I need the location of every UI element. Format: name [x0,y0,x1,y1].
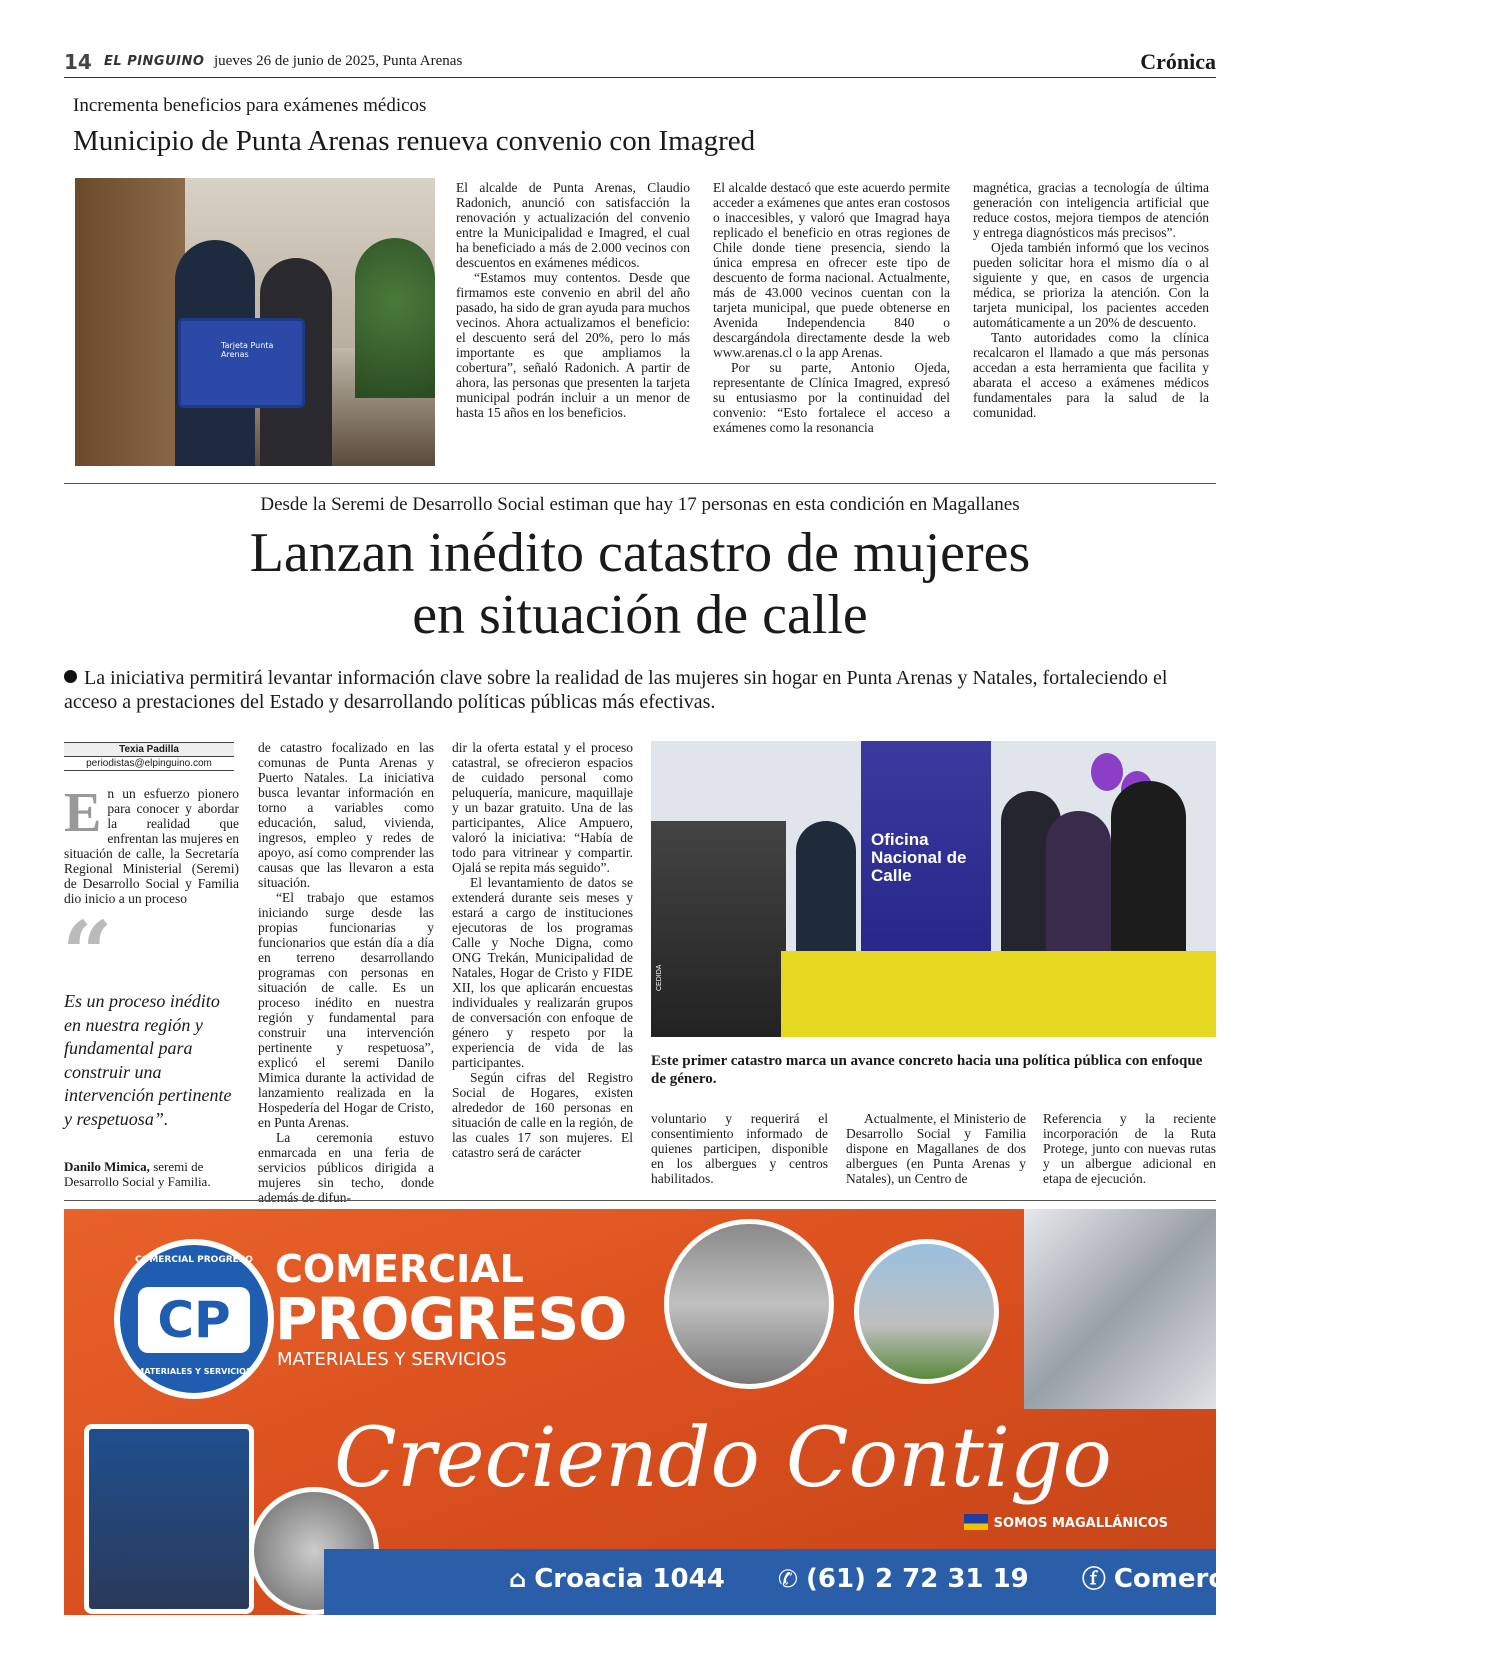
ad-house-frame-image [854,1239,999,1384]
article1-column-1 [456,180,690,420]
photo-balloon [1091,753,1123,791]
paragraph: de catastro focalizado en las comunas de Punta Arenas y Puerto Natales. La iniciativa busca levantar información en torno a variables como educación, salud, vivienda, ingresos, empleo y redes de apoyo, así como comprender las causas que las llevaron a esta situación. [258,740,434,890]
dropcap: E [64,782,102,844]
ad-somos [964,1514,1168,1531]
paragraph: voluntario y requerirá el consentimiento informado de quienes participen, disponible en los albergues y centros habilitados. [651,1111,828,1186]
article2-column-1 [64,782,239,906]
ad-roofing-sheets-image [664,1219,834,1389]
divider [64,483,1216,484]
photo-board-text: Tarjeta Punta Arenas [221,341,274,359]
lead-text: La iniciativa permitirá levantar información clave sobre la realidad de las mujeres sin hogar en Punta Arenas y Natales, fortaleciendo el acceso a prestaciones del Estado y desarrollando políticas públicas más efectivas. [64,667,1168,713]
photo-table [781,951,1216,1037]
paragraph: El alcalde de Punta Arenas, Claudio Radonich, anunció con satisfacción la renovación y actualización del convenio entre la Municipalidad e Imagred, el cual ha beneficiado a más de 2.000 vecinos con descuentos en exámenes médicos. [456,180,690,270]
ad-brand-line-1: COMERCIAL [275,1247,524,1291]
article1-column-3 [973,180,1209,420]
ad-warehouse-image [84,1424,254,1614]
pullquote: Es un proceso inédito en nuestra región y fundamental para construir una intervención pertinente y respetuosa”. [64,991,232,1129]
paragraph-text: n un esfuerzo pionero para conocer y abordar la realidad que enfrentan las mujeres en situación de calle, la Secretaría Regional Ministerial (Seremi) de Desarrollo Social y Familia dio inicio a un proceso [64,786,239,906]
article2-lead [64,666,1216,714]
ad-brand-line-2: PROGRESO [275,1285,627,1353]
paragraph: Tanto autoridades como la clínica recalcaron el llamado a que más personas accedan a esta herramienta que facilita y abarata el acceso a exámenes médicos fundamentales para la salud de la comunidad. [973,330,1209,420]
article2-kicker: Desde la Seremi de Desarrollo Social estiman que hay 17 personas en esta condición en Magallanes [260,494,1020,515]
logo-letters: CP [138,1287,250,1353]
ad-logo [114,1239,274,1399]
paragraph: Actualmente, el Ministerio de Desarrollo Social y Familia dispone en Magallanes de dos albergues (en Punta Arenas y Natales), un Centro de [846,1111,1026,1186]
address-text: Croacia 1044 [534,1564,725,1594]
logo-ring-top: COMERCIAL PROGRESO [135,1255,253,1265]
paragraph: El levantamiento de datos se extenderá durante seis meses y estará a cargo de instituciones ejecutoras de los programas Calle y Noche Digna, como ONG Trekán, Municipalidad de Natales, Hogar de Cristo y FIDE XII, los que aplicarán encuestas individuales y realizarán grupos de conversación con enfoque de género y respeto por la experiencia de vida de las participantes. [452,875,633,1070]
bullet-icon [64,670,77,683]
quote-icon: “ [62,901,113,1005]
byline-email: periodistas@elpinguino.com [64,757,234,771]
divider [64,1200,1216,1201]
attribution-name: Danilo Mimica, [64,1159,150,1174]
phone-icon: ✆ [777,1565,798,1593]
headline-line-2: en situación de calle [412,584,868,646]
paragraph: Según cifras del Registro Social de Hogares, existen alrededor de 160 personas en situación de calle en la región, de las cuales 17 son mujeres. El catastro será de carácter [452,1070,633,1160]
photo-person [1111,781,1186,961]
article1-photo [75,178,435,466]
photo-card-board [178,318,305,408]
article2-photo [651,741,1216,1037]
home-icon: ⌂ [509,1565,527,1593]
page-header [64,48,1216,78]
phone[interactable] [778,1564,1051,1594]
facebook-text: Comercial Progreso puq [1113,1564,1466,1594]
paragraph: Referencia y la reciente incorporación de la Ruta Protege, junto con nuevas rutas y un albergue adicional en etapa de ejecución. [1043,1111,1216,1186]
ad-contact [509,1559,1509,1594]
photo-plants [355,238,435,398]
article2-column-6 [1043,1111,1216,1186]
ad-slogan: Creciendo Contigo [334,1411,1112,1506]
page-number: 14 [64,50,92,74]
attribution-role: seremi de Desarrollo Social y Familia. [64,1159,211,1189]
dateline: jueves 26 de junio de 2025, Punta Arenas [214,53,463,69]
facebook[interactable] [1082,1564,1487,1594]
byline [64,742,234,771]
byline-name: Texia Padilla [64,742,234,757]
pullquote-attribution [64,1159,234,1189]
photo-window [75,178,185,466]
ad-brand-line-3: MATERIALES Y SERVICIOS [277,1349,507,1370]
paragraph: “El trabajo que estamos iniciando surge desde las propias funcionarias y funcionarios que están día a día en terreno desarrollando programas con personas en situación de calle. Es un proceso inédito en nuestra región y fundamental para construir una intervención pertinente y respetuosa”, explicó el seremi Danilo Mimica durante la actividad de lanzamiento realizada en la Hospedería del Hogar de Cristo, en Punta Arenas. [258,890,434,1130]
banner-text: Oficina Nacional de Calle [871,830,967,885]
photo-caption: Este primer catastro marca un avance concreto hacia una política pública con enfoque de género. [651,1053,1203,1087]
headline-line-1: Lanzan inédito catastro de mujeres [249,522,1031,584]
paragraph: Ojeda también informó que los vecinos pueden solicitar hora el mismo día o al siguiente y que, en casos de urgencia médica, se prioriza la atención. Con la tarjeta municipal, los pacientes acceden automáticamente a un 20% de descuento. [973,240,1209,330]
phone-text: (61) 2 72 31 19 [805,1564,1029,1594]
paragraph: magnética, gracias a tecnología de última generación con inteligencia artificial que reduce costos, mejora tiempos de atención y entrega diagnósticos más precisos”. [973,180,1209,240]
photo-credit: CEDIDA [656,964,663,991]
photo-banner [861,741,991,971]
paragraph: Por su parte, Antonio Ojeda, representante de Clínica Imagred, expresó su entusiasmo por la continuidad del convenio: “Esto fortalece el acceso a exámenes como la resonancia [713,360,950,435]
somos-text: SOMOS MAGALLÁNICOS [993,1516,1168,1531]
ad-steel-profiles-image [1024,1209,1216,1409]
advertisement[interactable] [64,1209,1466,1615]
article2-headline [0,522,1280,646]
article1-headline: Municipio de Punta Arenas renueva convenio con Imagred [73,125,756,157]
paragraph-dropcap [64,782,239,906]
address[interactable] [509,1564,747,1594]
article1-kicker: Incrementa beneficios para exámenes médicos [73,95,427,116]
article2-column-4 [651,1111,828,1186]
article2-column-5 [846,1111,1026,1186]
photo-person [796,821,856,971]
paragraph: dir la oferta estatal y el proceso catastral, se ofrecieron espacios de cuidado personal como peluquería, manicure, maquillaje y un bazar gratuito. Una de las participantes, Alice Ampuero, valoró la iniciativa: “Había de todo para vitrinear y compartir. Ojalá se repita más seguido”. [452,740,633,875]
article1-column-2 [713,180,950,435]
photo-clothing-rack [651,821,786,1037]
facebook-icon: ⓕ [1081,1565,1106,1593]
paragraph: El alcalde destacó que este acuerdo permite acceder a exámenes que antes eran costosos o inaccesibles, y valoró que Imagrad haya replicado el beneficio en otras regiones de Chile donde tiene presencia, siendo la única empresa en ofrecer este tipo de descuento de forma nacional. Actualmente, más de 43.000 vecinos cuentan con la tarjeta municipal, que puede obtenerse en Avenida Independencia 840 o descargándola directamente desde la web www.arenas.cl o la app Arenas. [713,180,950,360]
article2-column-3 [452,740,633,1160]
paragraph: La ceremonia estuvo enmarcada en una feria de servicios públicos dirigida a mujeres sin techo, donde además de difun- [258,1130,434,1205]
magallanes-flag-icon [964,1514,988,1530]
logo-ring-bottom: MATERIALES Y SERVICIOS [136,1367,252,1376]
article2-column-2 [258,740,434,1205]
newspaper-logo: EL PINGUINO [104,54,205,69]
paragraph: “Estamos muy contentos. Desde que firmamos este convenio en abril del año pasado, ha sido de gran ayuda para muchos vecinos. Ahora actualizamos el beneficio: el descuento será del 20%, pero lo más importante es que ampliamos la cobertura”, señaló Radonich. A partir de ahora, las personas que presenten la tarjeta municipal podrán incluir a un menor de hasta 15 años en los beneficios. [456,270,690,420]
section-title: Crónica [1140,49,1216,74]
